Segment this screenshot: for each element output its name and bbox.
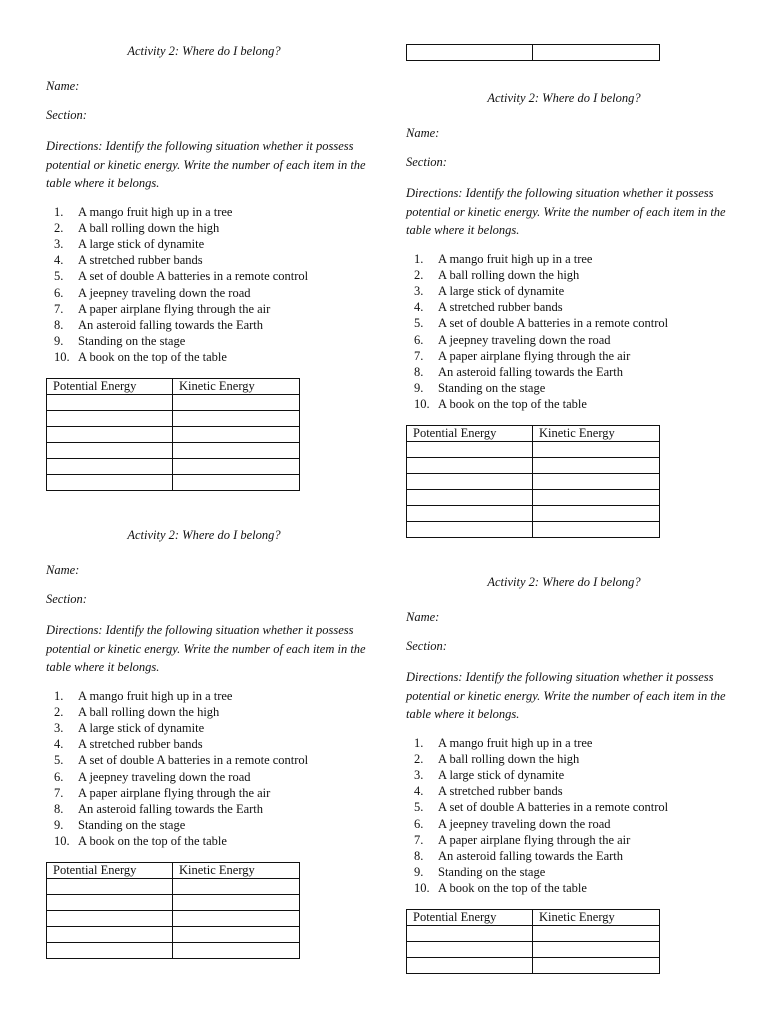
item-number: 5. (54, 269, 64, 284)
item-number: 7. (414, 832, 424, 847)
potential-energy-cell (47, 926, 173, 942)
list-item (406, 799, 726, 815)
list-item (46, 704, 366, 720)
table-row (47, 410, 300, 426)
table-row (407, 957, 660, 973)
list-item (46, 220, 366, 236)
situation-list (46, 204, 366, 366)
item-number: 1. (54, 688, 64, 703)
item-number: 9. (414, 381, 424, 396)
list-item (46, 268, 366, 284)
list-item (406, 848, 726, 864)
item-number: 10. (414, 881, 430, 896)
item-number: 5. (414, 800, 424, 815)
item-number: 4. (414, 300, 424, 315)
item-text: A ball rolling down the high (438, 267, 580, 282)
item-number: 1. (414, 735, 424, 750)
item-text: A jeepney traveling down the road (78, 769, 251, 784)
item-text: An asteroid falling towards the Earth (78, 317, 264, 332)
list-item (406, 735, 726, 751)
item-number: 2. (414, 267, 424, 282)
list-item (406, 751, 726, 767)
table-row (47, 942, 300, 958)
item-number: 6. (414, 816, 424, 831)
list-item (406, 299, 726, 315)
item-number: 10. (414, 397, 430, 412)
item-number: 9. (54, 818, 64, 833)
item-text: A large stick of dynamite (78, 720, 205, 735)
worksheet-top-left (46, 44, 366, 491)
potential-energy-cell (407, 505, 533, 521)
table-row (47, 878, 300, 894)
list-item (46, 285, 366, 301)
potential-energy-cell (47, 442, 173, 458)
worksheet-title: Activity 2: Where do I belong? (127, 528, 281, 542)
item-text: A paper airplane flying through the air (78, 785, 271, 800)
table-row (47, 442, 300, 458)
kinetic-energy-cell (173, 458, 300, 474)
item-text: A paper airplane flying through the air (438, 832, 631, 847)
table-row (407, 505, 660, 521)
list-item (406, 348, 726, 364)
table-cell (533, 45, 660, 61)
list-item (406, 864, 726, 880)
potential-energy-cell (47, 894, 173, 910)
worksheet-title: Activity 2: Where do I belong? (127, 44, 281, 58)
table-row (47, 910, 300, 926)
kinetic-energy-header: Kinetic Energy (173, 378, 300, 394)
table-row (407, 45, 660, 61)
list-item (46, 752, 366, 768)
list-item (46, 785, 366, 801)
list-item (406, 283, 726, 299)
item-text: A stretched rubber bands (78, 253, 203, 268)
energy-table (46, 378, 300, 491)
table-cell (407, 45, 533, 61)
item-number: 5. (414, 316, 424, 331)
directions-text: Directions: Identify the following situation whether it possess potential or kinetic energy. Write the number of each item in the table where it belongs. (46, 623, 366, 674)
situation-list (406, 251, 726, 413)
item-text: A ball rolling down the high (78, 220, 220, 235)
worksheet-bottom-right (406, 575, 726, 974)
item-number: 3. (54, 236, 64, 251)
section-label: Section: (46, 592, 87, 606)
name-label: Name: (406, 126, 440, 140)
item-number: 3. (54, 720, 64, 735)
potential-energy-cell (407, 473, 533, 489)
list-item (406, 832, 726, 848)
kinetic-energy-cell (173, 926, 300, 942)
list-item (406, 880, 726, 896)
item-number: 1. (54, 204, 64, 219)
potential-energy-cell (407, 489, 533, 505)
table-row (47, 394, 300, 410)
potential-energy-cell (47, 426, 173, 442)
potential-energy-cell (407, 441, 533, 457)
kinetic-energy-cell (533, 521, 660, 537)
list-item (46, 720, 366, 736)
table-row (407, 473, 660, 489)
list-item (46, 736, 366, 752)
kinetic-energy-cell (533, 473, 660, 489)
list-item (406, 783, 726, 799)
kinetic-energy-cell (173, 394, 300, 410)
potential-energy-header: Potential Energy (407, 909, 533, 925)
potential-energy-cell (47, 942, 173, 958)
list-item (46, 769, 366, 785)
section-label: Section: (406, 155, 447, 169)
potential-energy-cell (47, 394, 173, 410)
item-text: A mango fruit high up in a tree (78, 204, 233, 219)
potential-energy-cell (47, 474, 173, 490)
item-text: Standing on the stage (78, 818, 186, 833)
item-text: A jeepney traveling down the road (78, 285, 251, 300)
table-row (407, 457, 660, 473)
table-header-row (47, 378, 300, 394)
worksheet-bottom-left (46, 528, 366, 959)
item-text: A book on the top of the table (78, 834, 227, 849)
item-number: 9. (414, 865, 424, 880)
item-text: A stretched rubber bands (78, 737, 203, 752)
table-header-row (47, 862, 300, 878)
list-item (406, 267, 726, 283)
item-number: 8. (54, 801, 64, 816)
table-row (407, 441, 660, 457)
kinetic-energy-cell (533, 489, 660, 505)
item-number: 3. (414, 283, 424, 298)
item-number: 4. (414, 784, 424, 799)
worksheet-title: Activity 2: Where do I belong? (487, 575, 641, 589)
situation-list (46, 688, 366, 850)
item-text: A mango fruit high up in a tree (78, 688, 233, 703)
continued-table-fragment (406, 44, 660, 61)
table-row (407, 521, 660, 537)
directions-text: Directions: Identify the following situation whether it possess potential or kinetic energy. Write the number of each item in the table where it belongs. (406, 670, 726, 721)
item-text: A ball rolling down the high (78, 704, 220, 719)
kinetic-energy-cell (533, 941, 660, 957)
item-number: 2. (54, 220, 64, 235)
item-text: A jeepney traveling down the road (438, 816, 611, 831)
name-label: Name: (406, 610, 440, 624)
kinetic-energy-cell (533, 925, 660, 941)
table-header-row (407, 425, 660, 441)
list-item (46, 317, 366, 333)
item-number: 10. (54, 834, 70, 849)
table-row (47, 458, 300, 474)
table-header-row (407, 909, 660, 925)
item-text: Standing on the stage (438, 381, 546, 396)
item-number: 7. (414, 348, 424, 363)
list-item (406, 332, 726, 348)
item-number: 8. (54, 317, 64, 332)
kinetic-energy-cell (173, 426, 300, 442)
list-item (46, 204, 366, 220)
item-text: Standing on the stage (438, 865, 546, 880)
table-row (407, 941, 660, 957)
table-row (407, 489, 660, 505)
item-number: 2. (414, 751, 424, 766)
energy-table (46, 862, 300, 959)
list-item (46, 301, 366, 317)
potential-energy-cell (407, 957, 533, 973)
energy-table (406, 909, 660, 974)
kinetic-energy-cell (533, 505, 660, 521)
kinetic-energy-cell (173, 474, 300, 490)
item-text: An asteroid falling towards the Earth (438, 848, 624, 863)
item-text: A book on the top of the table (438, 881, 587, 896)
potential-energy-cell (47, 878, 173, 894)
list-item (406, 396, 726, 412)
directions-text: Directions: Identify the following situation whether it possess potential or kinetic energy. Write the number of each item in the table where it belongs. (46, 139, 366, 190)
item-number: 6. (414, 332, 424, 347)
potential-energy-cell (47, 458, 173, 474)
item-text: A book on the top of the table (438, 397, 587, 412)
list-item (406, 364, 726, 380)
table-row (47, 894, 300, 910)
item-text: An asteroid falling towards the Earth (78, 801, 264, 816)
table-row (47, 426, 300, 442)
situation-list (406, 735, 726, 897)
item-text: A stretched rubber bands (438, 784, 563, 799)
list-item (406, 380, 726, 396)
potential-energy-header: Potential Energy (47, 862, 173, 878)
item-number: 7. (54, 301, 64, 316)
list-item (46, 801, 366, 817)
item-text: A stretched rubber bands (438, 300, 563, 315)
name-label: Name: (46, 79, 80, 93)
item-text: A large stick of dynamite (438, 767, 565, 782)
list-item (46, 817, 366, 833)
table-row (407, 925, 660, 941)
potential-energy-cell (407, 457, 533, 473)
potential-energy-cell (47, 410, 173, 426)
item-text: A large stick of dynamite (438, 283, 565, 298)
energy-table (406, 425, 660, 538)
kinetic-energy-cell (533, 441, 660, 457)
item-text: A set of double A batteries in a remote control (438, 316, 669, 331)
section-label: Section: (46, 108, 87, 122)
list-item (406, 816, 726, 832)
item-number: 9. (54, 334, 64, 349)
item-number: 10. (54, 350, 70, 365)
item-number: 6. (54, 769, 64, 784)
directions-text: Directions: Identify the following situation whether it possess potential or kinetic energy. Write the number of each item in the table where it belongs. (406, 186, 726, 237)
item-text: A large stick of dynamite (78, 236, 205, 251)
item-text: A jeepney traveling down the road (438, 332, 611, 347)
potential-energy-cell (407, 521, 533, 537)
kinetic-energy-cell (173, 942, 300, 958)
item-text: A book on the top of the table (78, 350, 227, 365)
list-item (46, 252, 366, 268)
item-number: 2. (54, 704, 64, 719)
potential-energy-cell (407, 941, 533, 957)
potential-energy-header: Potential Energy (407, 425, 533, 441)
item-text: Standing on the stage (78, 334, 186, 349)
item-text: A mango fruit high up in a tree (438, 735, 593, 750)
kinetic-energy-cell (173, 410, 300, 426)
list-item (406, 315, 726, 331)
item-text: A ball rolling down the high (438, 751, 580, 766)
kinetic-energy-header: Kinetic Energy (173, 862, 300, 878)
item-text: A set of double A batteries in a remote control (78, 753, 309, 768)
kinetic-energy-cell (173, 894, 300, 910)
list-item (46, 833, 366, 849)
potential-energy-cell (47, 910, 173, 926)
item-text: A paper airplane flying through the air (438, 348, 631, 363)
worksheet-title: Activity 2: Where do I belong? (487, 91, 641, 105)
list-item (46, 236, 366, 252)
item-number: 6. (54, 285, 64, 300)
kinetic-energy-cell (173, 442, 300, 458)
kinetic-energy-header: Kinetic Energy (533, 909, 660, 925)
kinetic-energy-header: Kinetic Energy (533, 425, 660, 441)
item-text: A paper airplane flying through the air (78, 301, 271, 316)
table-row (47, 474, 300, 490)
potential-energy-cell (407, 925, 533, 941)
item-number: 4. (54, 253, 64, 268)
item-text: A set of double A batteries in a remote control (78, 269, 309, 284)
kinetic-energy-cell (533, 957, 660, 973)
item-number: 7. (54, 785, 64, 800)
item-text: A set of double A batteries in a remote control (438, 800, 669, 815)
item-number: 3. (414, 767, 424, 782)
item-number: 5. (54, 753, 64, 768)
table-row (47, 926, 300, 942)
potential-energy-header: Potential Energy (47, 378, 173, 394)
item-number: 4. (54, 737, 64, 752)
item-number: 8. (414, 848, 424, 863)
kinetic-energy-cell (533, 457, 660, 473)
item-text: An asteroid falling towards the Earth (438, 364, 624, 379)
kinetic-energy-cell (173, 878, 300, 894)
list-item (46, 333, 366, 349)
item-text: A mango fruit high up in a tree (438, 251, 593, 266)
list-item (406, 251, 726, 267)
list-item (406, 767, 726, 783)
section-label: Section: (406, 639, 447, 653)
item-number: 1. (414, 251, 424, 266)
worksheet-top-right (406, 91, 726, 538)
name-label: Name: (46, 563, 80, 577)
list-item (46, 688, 366, 704)
item-number: 8. (414, 364, 424, 379)
list-item (46, 349, 366, 365)
kinetic-energy-cell (173, 910, 300, 926)
